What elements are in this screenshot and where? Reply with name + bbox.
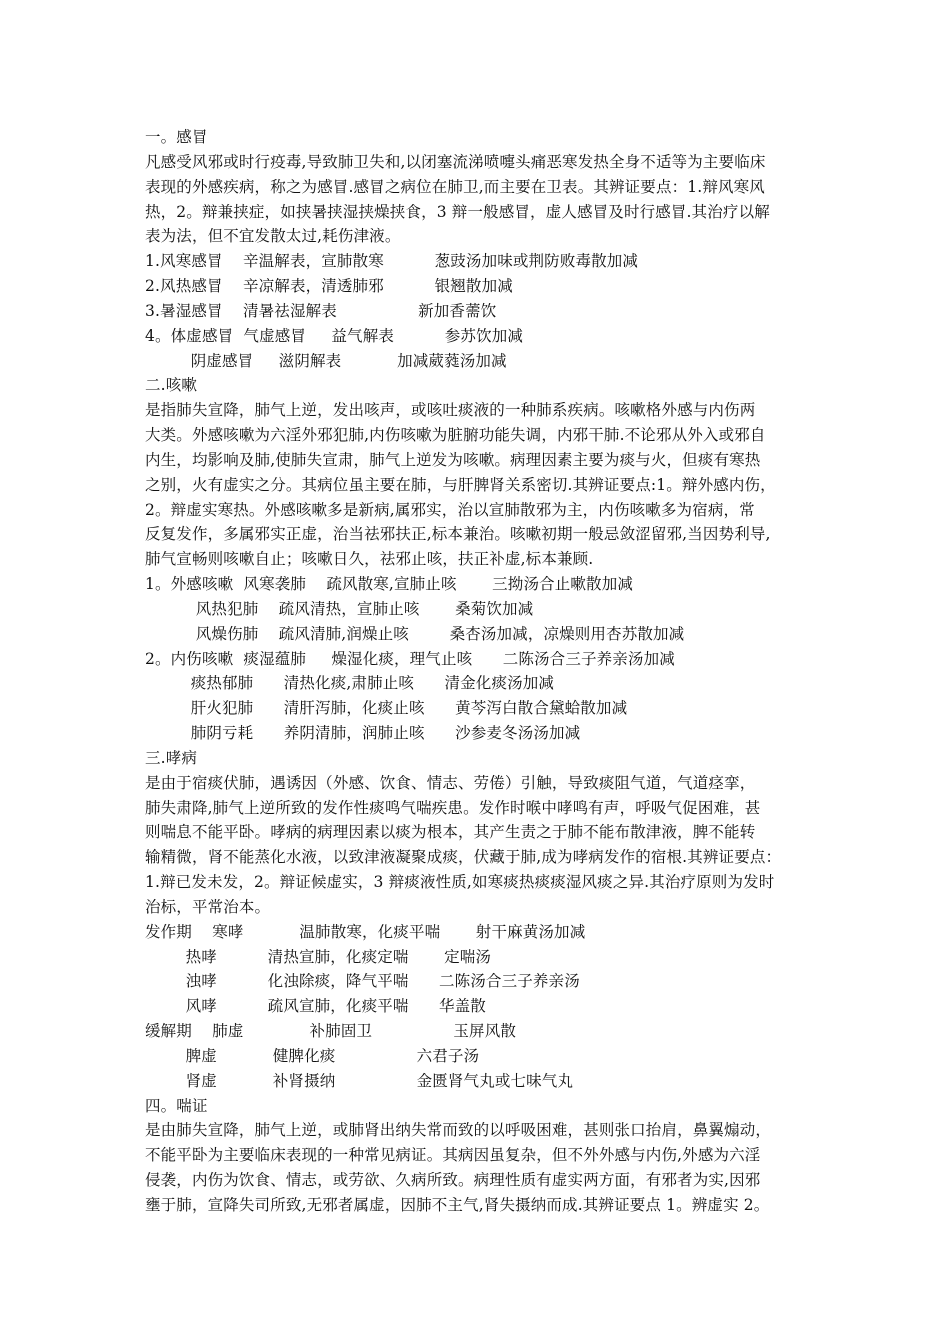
body-line: 大类。外感咳嗽为六淫外邪犯肺,内伤咳嗽为脏腑功能失调，内邪干肺.不论邪从外入或邪自 bbox=[145, 426, 766, 444]
syndrome-row: 3.暑湿感冒 清暑祛湿解表 新加香薷饮 bbox=[145, 302, 497, 320]
syndrome-row: 肝火犯肺 清肝泻肺，化痰止咳 黄芩泻白散合黛蛤散加减 bbox=[145, 699, 628, 717]
section-heading-chuanzheng: 四。喘证 bbox=[145, 1097, 208, 1115]
body-line: 1.辩已发未发，2。辩证候虚实，3 辩痰液性质,如寒痰热痰痰湿风痰之异.其治疗原则为发时 bbox=[145, 873, 775, 891]
body-line: 不能平卧为主要临床表现的一种常见病证。其病因虽复杂，但不外外感与内伤,外感为六淫 bbox=[145, 1146, 761, 1164]
syndrome-row: 1.风寒感冒 辛温解表，宣肺散寒 葱豉汤加味或荆防败毒散加减 bbox=[145, 252, 639, 270]
syndrome-row: 发作期 寒哮 温肺散寒，化痰平喘 射干麻黄汤加减 bbox=[145, 923, 586, 941]
body-line: 凡感受风邪或时行疫毒,导致肺卫失和,以闭塞流涕喷嚏头痛恶寒发热全身不适等为主要临床 bbox=[145, 153, 766, 171]
body-line: 2。辩虚实寒热。外感咳嗽多是新病,属邪实，治以宣肺散邪为主，内伤咳嗽多为宿病，常 bbox=[145, 501, 755, 519]
body-line: 输精微，肾不能蒸化水液，以致津液凝聚成痰，伏藏于肺,成为哮病发作的宿根.其辨证要点： bbox=[145, 848, 782, 866]
body-line: 治标，平常治本。 bbox=[145, 898, 271, 916]
body-line: 侵袭，内伤为饮食、情志，或劳欲、久病所致。病理性质有虚实两方面，有邪者为实,因邪 bbox=[145, 1171, 761, 1189]
body-line: 肺气宣畅则咳嗽自止；咳嗽日久，祛邪止咳，扶正补虚,标本兼顾. bbox=[145, 550, 594, 568]
syndrome-row: 浊哮 化浊除痰，降气平喘 二陈汤合三子养亲汤 bbox=[145, 972, 580, 990]
syndrome-row: 1。外感咳嗽 风寒袭肺 疏风散寒,宣肺止咳 三拗汤合止嗽散加减 bbox=[145, 575, 633, 593]
syndrome-row: 2。内伤咳嗽 痰湿蕴肺 燥湿化痰，理气止咳 二陈汤合三子养亲汤加减 bbox=[145, 650, 675, 668]
body-line: 是由于宿痰伏肺，遇诱因（外感、饮食、情志、劳倦）引触，导致痰阻气道，气道痉挛， bbox=[145, 774, 756, 792]
body-line: 表为法，但不宜发散太过,耗伤津液。 bbox=[145, 227, 401, 245]
body-line: 内生，均影响及肺,使肺失宣肃，肺气上逆发为咳嗽。病理因素主要为痰与火，但痰有寒热 bbox=[145, 451, 761, 469]
syndrome-row: 脾虚 健脾化痰 六君子汤 bbox=[145, 1047, 480, 1065]
syndrome-row: 热哮 清热宣肺，化痰定喘 定喘汤 bbox=[145, 948, 492, 966]
syndrome-row: 2.风热感冒 辛凉解表，清透肺邪 银翘散加减 bbox=[145, 277, 513, 295]
body-line: 反复发作，多属邪实正虚，治当祛邪扶正,标本兼治。咳嗽初期一般忌敛涩留邪,当因势利导, bbox=[145, 525, 771, 543]
body-line: 壅于肺，宣降失司所致,无邪者属虚，因肺不主气,肾失摄纳而成.其辨证要点 1。辨虚实 2。 bbox=[145, 1196, 770, 1214]
syndrome-row: 痰热郁肺 清热化痰,肃肺止咳 清金化痰汤加减 bbox=[145, 674, 555, 692]
section-heading-xiaobing: 三.哮病 bbox=[145, 749, 198, 767]
syndrome-row: 风哮 疏风宣肺，化痰平喘 华盖散 bbox=[145, 997, 486, 1015]
syndrome-row: 缓解期 肺虚 补肺固卫 玉屏风散 bbox=[145, 1022, 516, 1040]
body-line: 之别，火有虚实之分。其病位虽主要在肺，与肝脾肾关系密切.其辨证要点:1。辩外感内伤， bbox=[145, 476, 776, 494]
syndrome-row: 肺阴亏耗 养阴清肺，润肺止咳 沙参麦冬汤汤加减 bbox=[145, 724, 581, 742]
section-heading-ganmao: 一。感冒 bbox=[145, 128, 208, 146]
body-line: 热，2。辩兼挟症，如挟暑挟湿挟燥挟食，3 辩一般感冒，虚人感冒及时行感冒.其治疗以解 bbox=[145, 203, 770, 221]
body-line: 表现的外感疾病，称之为感冒.感冒之病位在肺卫,而主要在卫表。其辨证要点：1.辩风寒风 bbox=[145, 178, 765, 196]
body-line: 是由肺失宣降，肺气上逆，或肺肾出纳失常而致的以呼吸困难，甚则张口抬肩，鼻翼煽动， bbox=[145, 1121, 772, 1139]
syndrome-row: 肾虚 补肾摄纳 金匮肾气丸或七味气丸 bbox=[145, 1072, 574, 1090]
section-heading-kesou: 二.咳嗽 bbox=[145, 376, 198, 394]
body-line: 肺失肃降,肺气上逆所致的发作性痰鸣气喘疾患。发作时喉中哮鸣有声，呼吸气促困难，甚 bbox=[145, 799, 761, 817]
body-line: 则喘息不能平卧。哮病的病理因素以痰为根本，其产生责之于肺不能布散津液，脾不能转 bbox=[145, 823, 756, 841]
body-line: 是指肺失宣降，肺气上逆，发出咳声，或咳吐痰液的一种肺系疾病。咳嗽格外感与内伤两 bbox=[145, 401, 756, 419]
syndrome-row: 4。体虚感冒 气虚感冒 益气解表 参苏饮加减 bbox=[145, 327, 524, 345]
syndrome-row: 风热犯肺 疏风清热，宣肺止咳 桑菊饮加减 bbox=[145, 600, 534, 618]
syndrome-row: 阴虚感冒 滋阴解表 加减葳蕤汤加减 bbox=[145, 352, 507, 370]
syndrome-row: 风燥伤肺 疏风清肺,润燥止咳 桑杏汤加减，凉燥则用杏苏散加减 bbox=[145, 625, 685, 643]
